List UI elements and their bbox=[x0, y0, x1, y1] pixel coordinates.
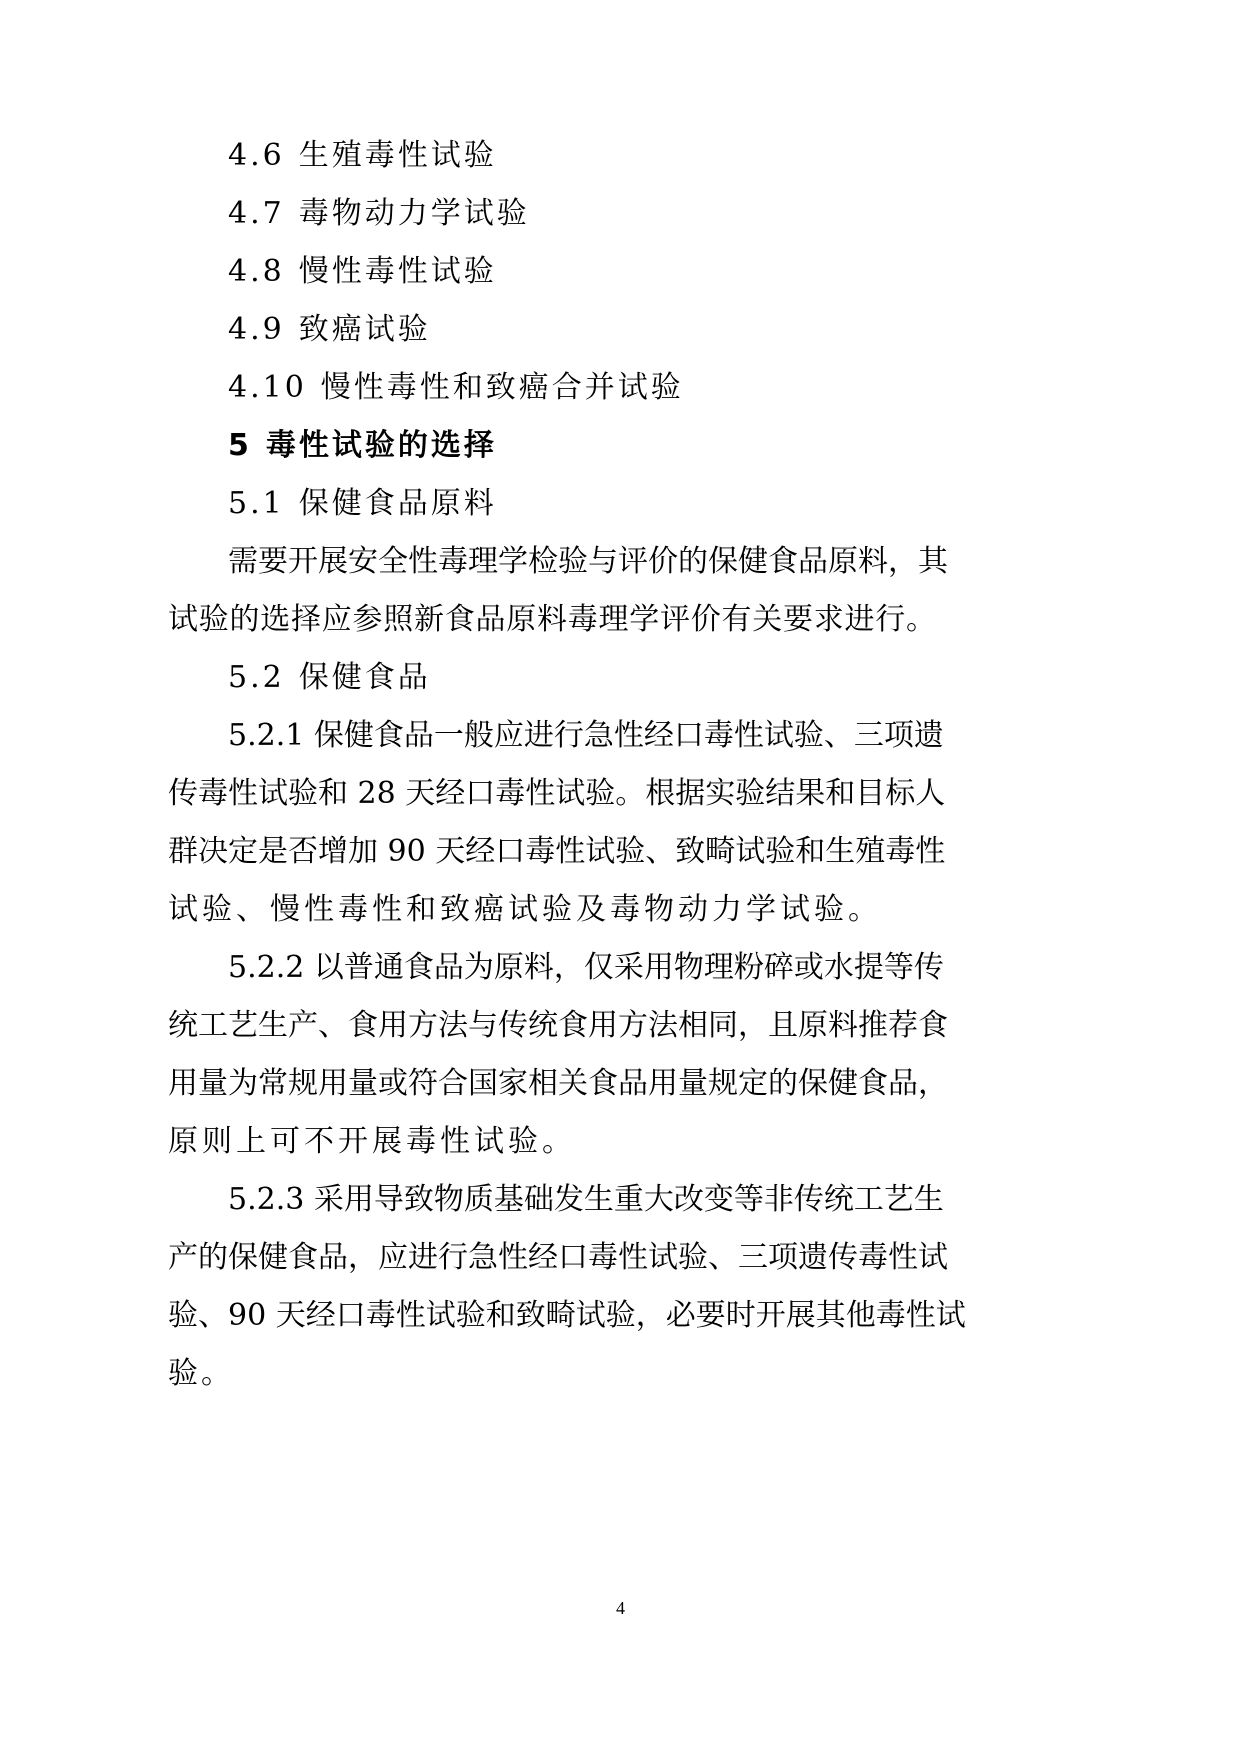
subsection-number: 5.1 bbox=[228, 486, 285, 521]
toc-item-4-9 bbox=[228, 310, 431, 350]
item-number: 4.6 bbox=[228, 138, 285, 173]
paragraph-line: 原则上可不开展毒性试验。 bbox=[168, 1124, 576, 1159]
item-title: 生殖毒性试验 bbox=[298, 138, 497, 173]
section-heading-5 bbox=[228, 426, 497, 466]
paragraph-line: 验。 bbox=[168, 1356, 234, 1391]
subsection-title: 保健食品原料 bbox=[298, 486, 497, 521]
item-number: 4.8 bbox=[228, 254, 285, 289]
page-number: 4 bbox=[616, 1598, 625, 1618]
toc-item-4-8 bbox=[228, 252, 497, 292]
paragraph-line: 用量为常规用量或符合国家相关食品用量规定的保健食品， bbox=[168, 1066, 948, 1101]
item-number: 4.7 bbox=[228, 196, 285, 231]
paragraph-line: 5.2.1 保健食品一般应进行急性经口毒性试验、三项遗 bbox=[228, 718, 944, 753]
item-title: 致癌试验 bbox=[298, 312, 431, 347]
paragraph-line: 群决定是否增加 90 天经口毒性试验、致畸试验和生殖毒性 bbox=[168, 834, 946, 869]
item-number: 4.10 bbox=[228, 370, 307, 405]
paragraph-line: 5.2.2 以普通食品为原料，仅采用物理粉碎或水提等传 bbox=[228, 950, 944, 985]
subsection-number: 5.2 bbox=[228, 660, 285, 695]
section-title: 毒性试验的选择 bbox=[265, 428, 497, 463]
toc-item-4-10 bbox=[228, 368, 684, 408]
item-title: 慢性毒性和致癌合并试验 bbox=[320, 370, 684, 405]
item-title: 毒物动力学试验 bbox=[298, 196, 530, 231]
paragraph-line: 产的保健食品，应进行急性经口毒性试验、三项遗传毒性试 bbox=[168, 1240, 948, 1275]
paragraph-line: 试验的选择应参照新食品原料毒理学评价有关要求进行。 bbox=[168, 602, 936, 637]
subsection-heading-5-2 bbox=[228, 658, 431, 698]
paragraph-line: 统工艺生产、食用方法与传统食用方法相同，且原料推荐食 bbox=[168, 1008, 948, 1043]
item-title: 慢性毒性试验 bbox=[298, 254, 497, 289]
subsection-title: 保健食品 bbox=[298, 660, 431, 695]
toc-item-4-7 bbox=[228, 194, 530, 234]
section-number: 5 bbox=[228, 428, 252, 463]
paragraph-line: 试验、慢性毒性和致癌试验及毒物动力学试验。 bbox=[168, 892, 882, 927]
paragraph-line: 5.2.3 采用导致物质基础发生重大改变等非传统工艺生 bbox=[228, 1182, 944, 1217]
toc-item-4-6 bbox=[228, 136, 497, 176]
paragraph-line: 需要开展安全性毒理学检验与评价的保健食品原料，其 bbox=[228, 544, 948, 579]
item-number: 4.9 bbox=[228, 312, 285, 347]
paragraph-line: 验、90 天经口毒性试验和致畸试验，必要时开展其他毒性试 bbox=[168, 1298, 966, 1333]
subsection-heading-5-1 bbox=[228, 484, 497, 524]
paragraph-line: 传毒性试验和 28 天经口毒性试验。根据实验结果和目标人 bbox=[168, 776, 946, 811]
